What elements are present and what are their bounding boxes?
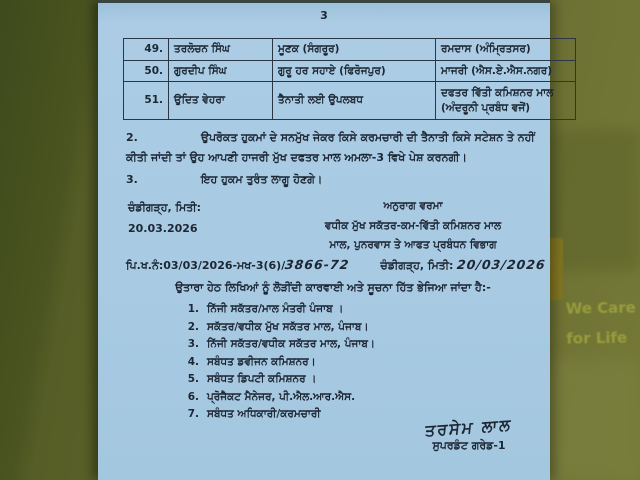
paragraph-number: 3.	[126, 173, 138, 186]
signatory-title-1: ਵਧੀਕ ਮੁੱਖ ਸਕੱਤਰ-ਕਮ-ਵਿੱਤੀ ਕਮਿਸ਼ਨਰ ਮਾਲ	[324, 219, 502, 232]
item-text: ਪ੍ਰੋਜੈਕਟ ਮੈਨੇਜਰ, ਪੀ.ਐਲ.ਆਰ.ਐਸ.	[207, 390, 356, 403]
desk-highlight	[540, 360, 640, 480]
list-item	[183, 389, 375, 407]
item-number: 4.	[187, 355, 199, 368]
list-item	[183, 406, 375, 424]
document-page	[98, 0, 554, 480]
cell-posting: ਗੁਰੂ ਹਰ ਸਹਾਏ (ਫਿਰੋਜਪੁਰ)	[273, 61, 436, 82]
signatory-name: ਅਨੁਰਾਗ ਵਰਮਾ	[383, 200, 443, 212]
table-row	[124, 39, 576, 61]
cell-transfer-to: ਰਮਦਾਸ (ਅੰਮ੍ਰਿਤਸਰ)	[436, 39, 576, 61]
issue-date: 20.03.2026	[128, 222, 198, 235]
handwritten-signature: ਤਰਸੇਮ ਲਾਲ	[424, 414, 514, 441]
ref-printed: ਪਿ.ਖ.ਨੰ:03/03/2026-ਮਖ-3(6)/	[126, 259, 286, 272]
endorsement-ref	[126, 257, 350, 273]
cell-transfer-to: ਮਾਜਰੀ (ਐਸ.ਏ.ਐਸ.ਨਗਰ)	[436, 61, 576, 82]
poster-line2: for Life	[566, 328, 628, 348]
item-text: ਨਿੱਜੀ ਸਕੱਤਰ/ਵਧੀਕ ਸਕੱਤਰ ਮਾਲ, ਪੰਜਾਬ।	[207, 338, 375, 350]
endorsement-date-handwritten: 20/03/2026	[456, 257, 547, 272]
list-item	[183, 336, 375, 354]
ref-handwritten: 3866-72	[284, 257, 351, 272]
forwarding-line: ਉਤਾਰਾ ਹੇਠ ਲਿਖਿਆਂ ਨੂੰ ਲੋੜੀਂਦੀ ਕਾਰਵਾਈ ਅਤੇ ਸੂਚਨਾ ਹਿੱਤ ਭੇਜਿਆ ਜਾਂਦਾ ਹੈ:-	[175, 281, 491, 294]
item-number: 1.	[187, 303, 199, 315]
table-row	[124, 61, 576, 82]
item-text: ਸਕੱਤਰ/ਵਧੀਕ ਮੁੱਖ ਸਕੱਤਰ ਮਾਲ, ਪੰਜਾਬ।	[207, 320, 369, 333]
transfer-table	[123, 38, 576, 120]
signatory-block	[286, 197, 540, 256]
cell-name: ਗੁਰਦੀਪ ਸਿੰਘ	[169, 61, 273, 82]
cell-transfer-to: ਦਫਤਰ ਵਿੱਤੀ ਕਮਿਸ਼ਨਰ ਮਾਲ (ਅੰਦਰੂਨੀ ਪ੍ਰਬੰਧ ਵਜੋਂ)	[436, 82, 576, 120]
signatory-title-2: ਮਾਲ, ਪੁਨਰਵਾਸ ਤੇ ਆਫਤ ਪ੍ਰਬੰਧਨ ਵਿਭਾਗ	[329, 239, 497, 251]
cell-name: ਤਰਲੋਚਨ ਸਿੰਘ	[169, 39, 273, 61]
cell-posting: ਮੂਣਕ (ਸੰਗਰੂਰ)	[273, 39, 436, 61]
page-number: 3	[320, 9, 328, 22]
issue-place-label: ਚੰਡੀਗੜ੍ਹ, ਮਿਤੀ:	[128, 201, 202, 214]
item-text: ਸਬੰਧਤ ਡਿਪਟੀ ਕਮਿਸ਼ਨਰ ।	[207, 373, 317, 385]
item-text: ਨਿੱਜੀ ਸਕੱਤਰ/ਮਾਲ ਮੰਤਰੀ ਪੰਜਾਬ ।	[207, 303, 344, 315]
paragraph-text: ਇਹ ਹੁਕਮ ਤੁਰੰਤ ਲਾਗੂ ਹੋਣਗੇ।	[201, 173, 323, 186]
item-number: 7.	[187, 408, 199, 420]
background-poster-text	[565, 292, 640, 353]
cell-serial: 50.	[124, 61, 169, 82]
copy-to-list	[183, 301, 375, 424]
cell-posting: ਤੈਨਾਤੀ ਲਈ ਉਪਲਬਧ	[273, 82, 436, 120]
paragraph-text: ਉਪਰੋਕਤ ਹੁਕਮਾਂ ਦੇ ਸਨਮੁੱਖ ਜੇਕਰ ਕਿਸੇ ਕਰਮਚਾਰੀ ਦੀ ਤੈਨਾਤੀ ਕਿਸੇ ਸਟੇਸ਼ਨ ਤੇ ਨਹੀਂ ਕੀਤੀ ਜਾਂਦੀ ਤਾਂ ਉਹ ਆਪਣੀ ਹਾਜਰੀ ਮੁੱਖ ਦਫਤਰ ਮਾਲ ਅਮਲਾ-3 ਵਿਖੇ ਪੇਸ਼ ਕਰਨਗੀ।	[126, 131, 535, 164]
clerk-designation: ਸੁਪਰਡੰਟ ਗਰੇਡ-1	[432, 439, 506, 452]
paragraph-number: 2.	[126, 131, 138, 144]
endorsement-place-label: ਚੰਡੀਗੜ੍ਹ, ਮਿਤੀ:	[380, 259, 454, 272]
poster-line1: We Care	[565, 298, 637, 318]
item-number: 2.	[187, 320, 199, 333]
item-text: ਸਬੰਧਤ ਅਧਿਕਾਰੀ/ਕਰਮਚਾਰੀ	[207, 408, 321, 420]
cell-serial: 51.	[124, 82, 169, 120]
list-item	[183, 301, 375, 319]
list-item	[183, 319, 375, 337]
cell-serial: 49.	[124, 39, 169, 61]
list-item	[183, 354, 375, 372]
clerk-signature-block	[398, 414, 540, 453]
cell-name: ਉਦਿਤ ਵੇਹਰਾ	[169, 82, 273, 120]
item-text: ਸਬੰਧਤ ਡਵੀਜਨ ਕਮਿਸ਼ਨਰ।	[207, 355, 316, 368]
order-paragraph-3	[126, 170, 538, 190]
endorsement-ref-row	[126, 257, 546, 273]
item-number: 6.	[187, 390, 199, 403]
item-number: 5.	[187, 373, 199, 385]
item-number: 3.	[187, 338, 199, 350]
table-row	[124, 82, 576, 120]
order-paragraph-2	[126, 128, 538, 168]
issue-place-date	[128, 197, 201, 239]
list-item	[183, 371, 375, 389]
endorsement-place-date	[380, 257, 546, 273]
